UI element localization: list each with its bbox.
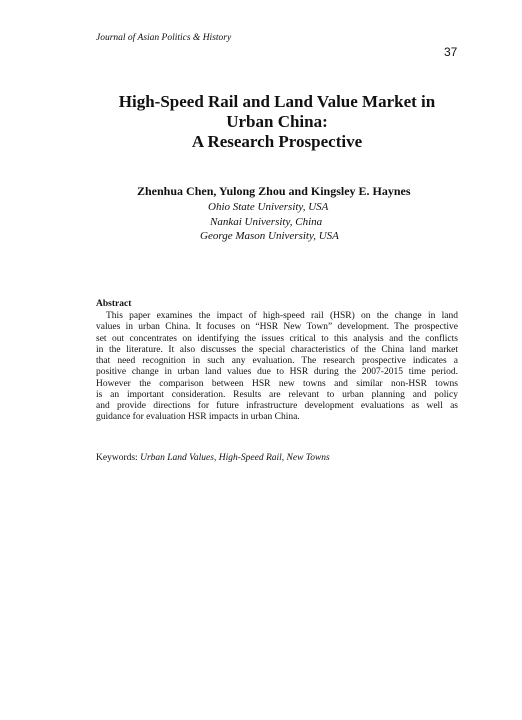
abstract-line: guidance for evaluation HSR impacts in urban China. — [96, 412, 300, 423]
abstract-line: However the comparison between HSR new towns and similar non-HSR towns — [96, 378, 458, 389]
title-line: High-Speed Rail and Land Value Market in — [118, 92, 436, 111]
abstract-body — [96, 311, 458, 424]
abstract-line: and provide directions for future infrastructure development evaluations as well as — [96, 401, 458, 411]
abstract-line: values in urban China. It focuses on “HSR New Town” development. The prospective — [96, 322, 458, 333]
abstract-line: positive change in urban land values due to HSR during the 2007-2015 time period. — [96, 367, 458, 378]
authors: Zhenhua Chen, Yulong Zhou and Kingsley E. Haynes — [137, 184, 411, 198]
abstract-line: set out concentrates on identifying the issues critical to this analysis and the conflicts — [96, 333, 458, 344]
abstract-heading: Abstract — [96, 299, 132, 309]
abstract-line: that need recognition in such any evaluation. The research prospective indicates a — [96, 356, 458, 366]
title-line: Urban China: — [226, 112, 328, 131]
abstract-line: This paper examines the impact of high-speed rail (HSR) on the change in land — [106, 311, 458, 321]
affiliations — [96, 200, 458, 244]
affiliation: George Mason University, USA — [200, 230, 339, 243]
abstract-line: in the literature. It also discusses the special characteristics of the China land market — [96, 344, 458, 355]
paper-title — [96, 92, 458, 152]
keywords-label: Keywords: — [96, 453, 141, 463]
title-line: A Research Prospective — [191, 132, 363, 151]
affiliation: Nankai University, China — [210, 215, 323, 228]
abstract-line: is an important consideration. Results are relevant to urban planning and policy — [96, 389, 458, 400]
keywords-values: Urban Land Values, High-Speed Rail, New Towns — [140, 453, 330, 463]
keywords — [96, 453, 330, 463]
page-number: 37 — [444, 45, 458, 59]
journal-name: Journal of Asian Politics & History — [96, 33, 232, 43]
affiliation: Ohio State University, USA — [208, 201, 329, 213]
